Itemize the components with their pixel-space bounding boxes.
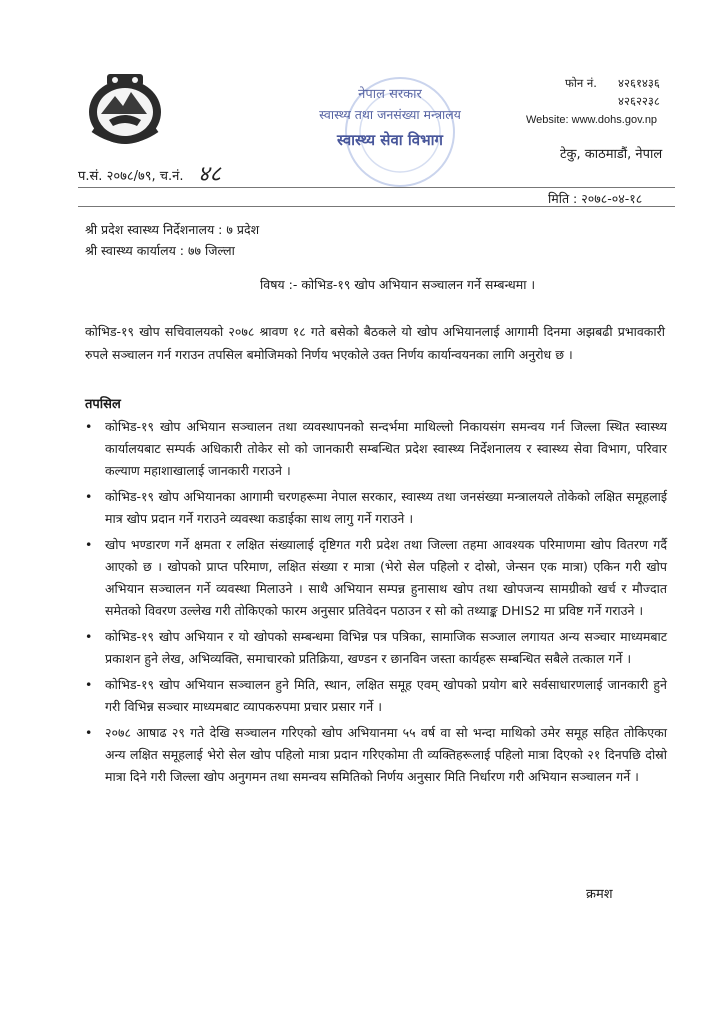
decision-list — [85, 416, 667, 792]
website-text: Website: www.dohs.gov.np — [526, 114, 658, 126]
gov-nepal-label: नेपाल सरकार — [358, 87, 422, 102]
list-item-text: कोभिड-१९ खोप अभियान सञ्चालन हुने मिति, स्थान, लक्षित समूह एवम् खोपको प्रयोग बारे सर्वसाधारणलाई जानकारी हुने गरी विभिन्न सञ्चार माध्यमबाट व्यापकरुपमा प्रचार प्रसार गर्ने । — [105, 677, 667, 714]
details-heading: तपसिल — [85, 397, 121, 412]
letter-subject: विषय :- कोभिड-१९ खोप अभियान सञ्चालन गर्ने सम्बन्धमा । — [260, 277, 536, 292]
addressee-2: श्री स्वास्थ्य कार्यालय : ७७ जिल्ला — [85, 243, 235, 258]
bullet-icon: • — [85, 419, 93, 434]
phone-number-2: ४२६२२३८ — [618, 94, 660, 108]
bullet-icon: • — [85, 677, 93, 692]
continued-label: क्रमश — [586, 887, 613, 902]
list-item-text: कोभिड-१९ खोप अभियान सञ्चालन तथा व्यवस्थापनको सन्दर्भमा माथिल्लो निकायसंग समन्वय गर्न जिल्ला स्थित स्वास्थ्य कार्यालयबाट सम्पर्क अधिकारी तोकेर सो को जानकारी सम्बन्धित प्रदेश स्वास्थ्य निर्देशनालय र स्वास्थ्य सेवा विभाग, परिवार कल्याण महाशाखालाई जानकारी गराउने । — [105, 419, 667, 478]
ministry-label: स्वास्थ्य तथा जनसंख्या मन्त्रालय — [319, 107, 461, 122]
list-item — [85, 534, 667, 622]
office-address: टेकु, काठमाडौं, नेपाल — [560, 147, 663, 162]
list-item — [85, 674, 667, 718]
reference-number: ४८ — [198, 162, 221, 187]
header-divider — [78, 187, 675, 188]
intro-paragraph: कोभिड-१९ खोप सचिवालयको २०७८ श्रावण १८ गते बसेको बैठकले यो खोप अभियानलाई आगामी दिनमा अझबढी प्रभावकारी रुपले सञ्चालन गर्न गराउन तपसिल बमोजिमको निर्णय भएकोले उक्त निर्णय कार्यान्वयनका लागि अनुरोध छ । — [85, 324, 665, 362]
list-item — [85, 486, 667, 530]
list-item — [85, 416, 667, 482]
department-label: स्वास्थ्य सेवा विभाग — [337, 131, 443, 149]
list-item-text: खोप भण्डारण गर्ने क्षमता र लक्षित संख्यालाई दृष्टिगत गरी प्रदेश तथा जिल्ला तहमा आवश्यक परिमाणमा खोप वितरण गर्दै आएको छ । खोपको प्राप्त परिमाण, लक्षित संख्या र मात्रा (भेरो सेल पहिलो र दोस्रो, जेन्सन एक मात्रा) एकिन गरी खोप अभियान सञ्चालन गर्ने व्यवस्था मिलाउने । साथै अभियान सम्पन्न हुनासाथ खोप तथा खोपजन्य सामग्रीको खर्च र मौज्दात समेतको विवरण उल्लेख गरी तोकिएको फारम अनुसार प्रतिवेदन पठाउन र सो को तथ्याङ्क DHIS2 मा प्रविष्ट गर्ने गराउने । — [105, 537, 667, 618]
bullet-icon: • — [85, 537, 93, 552]
nepal-emblem-icon — [85, 70, 165, 148]
bullet-icon: • — [85, 629, 93, 644]
date-divider — [78, 206, 675, 207]
list-item-text: २०७८ आषाढ २९ गते देखि सञ्चालन गरिएको खोप अभियानमा ५५ वर्ष वा सो भन्दा माथिको उमेर समूह सहित तोकिएका अन्य लक्षित समूहलाई भेरो सेल खोप पहिलो मात्रा प्रदान गरिएकोमा ती व्यक्तिहरूलाई पहिलो मात्रा दिएको २१ दिनपछि दोस्रो मात्रा दिने गरी जिल्ला खोप अनुगमन तथा समन्वय समितिको निर्णय अनुसार मिति निर्धारण गरी अभियान सञ्चालन गर्ने । — [105, 725, 667, 784]
phone-number-1: ४२६१४३६ — [618, 76, 660, 90]
bullet-icon: • — [85, 489, 93, 504]
reference-prefix: प.सं. २०७८/७९, च.नं. — [78, 169, 184, 184]
phone-label: फोन नं. — [565, 76, 597, 90]
list-item — [85, 722, 667, 788]
list-item-text: कोभिड-१९ खोप अभियान र यो खोपको सम्बन्धमा विभिन्न पत्र पत्रिका, सामाजिक सञ्जाल लगायत अन्य सञ्चार माध्यमबाट प्रकाशन हुने लेख, अभिव्यक्ति, समाचारको प्रतिक्रिया, खण्डन र छानविन जस्ता कार्यहरू सम्बन्धित सबैले तत्काल गर्ने । — [105, 629, 667, 666]
bullet-icon: • — [85, 725, 93, 740]
letter-date: मिति : २०७८-०४-१८ — [548, 191, 643, 206]
addressee-1: श्री प्रदेश स्वास्थ्य निर्देशनालय : ७ प्रदेश — [85, 222, 260, 237]
list-item-text: कोभिड-१९ खोप अभियानका आगामी चरणहरूमा नेपाल सरकार, स्वास्थ्य तथा जनसंख्या मन्त्रालयले तोकेको लक्षित समूहलाई मात्र खोप प्रदान गर्ने गराउने व्यवस्था कडाईका साथ लागु गर्ने गराउने । — [105, 489, 667, 526]
list-item — [85, 626, 667, 670]
